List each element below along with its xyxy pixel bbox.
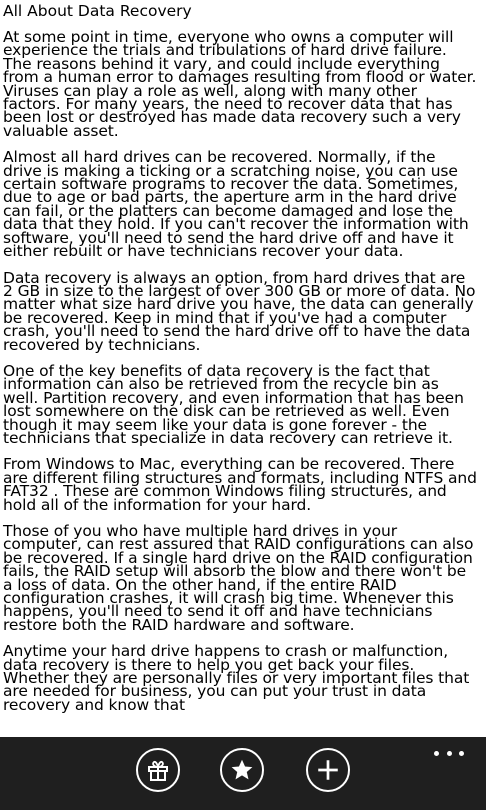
star-icon	[229, 757, 255, 783]
add-button[interactable]	[306, 748, 350, 792]
add-icon	[315, 757, 341, 783]
favorite-button[interactable]	[220, 748, 264, 792]
article-paragraph-3: Data recovery is always an option, from hard drives that are 2 GB in size to the largest of over 300 GB or more of data. No matter what size hard drive you have, the data can generally be recovered. Keep in mind that if you've had a computer crash, you'll need to send the hard drive off to have the data recovered by technicians.	[3, 268, 476, 354]
article-paragraph-2: Almost all hard drives can be recovered. Normally, if the drive is making a ticking or a scratching noise, you can use certain software programs to recover the data. Sometimes, due to age or bad parts, the aperture arm in the hard drive can fail, or the platters can become damaged and lose the data that they hold. If you can't recover the information with software, you'll need to send the hard drive off and have it either rebuilt or have technicians recover your data.	[3, 148, 469, 261]
more-dot	[459, 751, 464, 756]
article-paragraph-4: One of the key benefits of data recovery is the fact that information can also be retrieved from the recycle bin as well. Partition recovery, and even information that has been lost somewhere on the disk can be retrieved as well. Even though it may seem like your data is gone forever - the technicians that specialize in data recovery can retrieve it.	[3, 361, 464, 447]
more-dot	[447, 751, 452, 756]
article-paragraph-7: Anytime your hard drive happens to crash or malfunction, data recovery is there to help you get back your files. Whether they are personally files or very important files that are needed for business, you can put your trust in data recovery and know that	[3, 642, 470, 714]
gift-button[interactable]	[136, 748, 180, 792]
article-paragraph-5: From Windows to Mac, everything can be recovered. There are different filing structures and formats, including NTFS and FAT32 . These are common Windows filing structures, and hold all of the information for your hard.	[3, 455, 477, 514]
more-dot	[434, 751, 439, 756]
gift-icon	[146, 758, 170, 782]
more-options-button[interactable]	[434, 748, 464, 758]
article-paragraph-6: Those of you who have multiple hard drives in your computer, can rest assured that RAID configurations can also be recovered. If a single hard drive on the RAID configuration fails, the RAID setup will absorb the blow and there won't be a loss of data. On the other hand, if the entire RAID configuration crashes, it will crash big time. Whenever this happens, you'll need to send it off and have technicians restore both the RAID hardware and software.	[3, 522, 474, 634]
article-paragraph-1: At some point in time, everyone who owns a computer will experience the trials and tribulations of hard drive failure. The reasons behind it vary, and could include everything from a human error to damages resulting from flood or water. Viruses can play a role as well, along with many other factors. For many years, the need to recover data that has been lost or destroyed has made data recovery such a very valuable asset.	[3, 28, 477, 140]
article-title: All About Data Recovery	[3, 2, 192, 20]
app-bar	[0, 737, 486, 810]
